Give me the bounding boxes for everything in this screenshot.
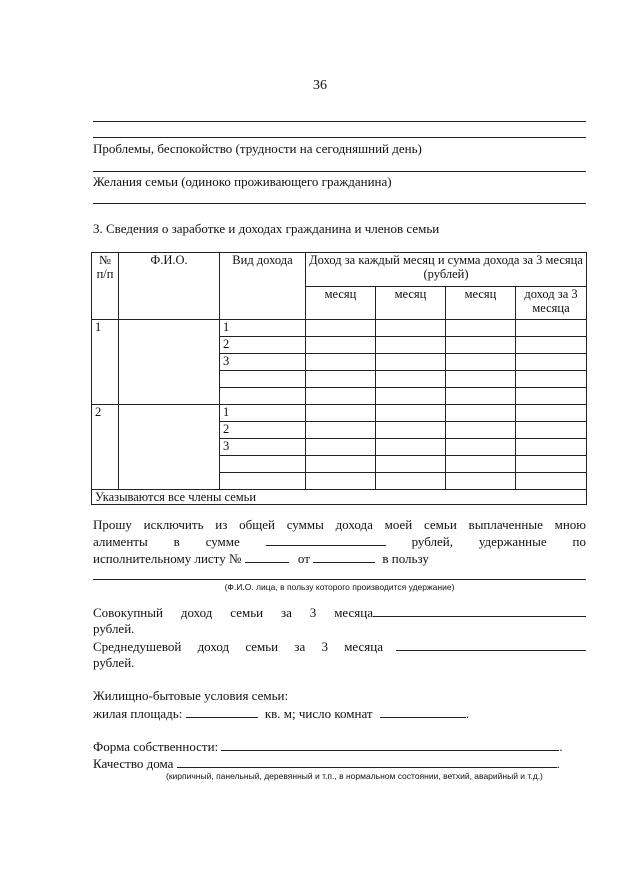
rooms-field[interactable] [380, 705, 466, 718]
avg-income-word: за [294, 639, 306, 654]
total-income-currency: рублей. [93, 621, 135, 636]
fio-cell[interactable] [119, 320, 220, 405]
header-income: Доход за каждый месяц и сумма дохода за 3 месяца (рублей) [306, 253, 587, 287]
month-cell[interactable] [446, 473, 516, 490]
table-footer: Указываются все члены семьи [92, 490, 587, 505]
writ-date-field[interactable] [313, 550, 375, 563]
avg-income-word: Среднедушевой [93, 639, 182, 654]
income-kind-cell: 3 [220, 354, 306, 371]
month-cell[interactable] [306, 354, 376, 371]
wishes-label: Желания семьи (одиноко проживающего гражданина) [93, 174, 392, 189]
alimony-amount-field[interactable] [266, 533, 386, 546]
rooms-label: кв. м; число комнат [264, 706, 373, 721]
living-area-label: жилая площадь: [93, 706, 183, 721]
total-cell[interactable] [516, 354, 587, 371]
month-cell[interactable] [376, 354, 446, 371]
total-cell[interactable] [516, 371, 587, 388]
page-number: 36 [313, 78, 327, 93]
month-cell[interactable] [376, 337, 446, 354]
table-row [92, 405, 587, 422]
month-cell[interactable] [446, 422, 516, 439]
total-income-word: доход [180, 605, 213, 620]
beneficiary-field[interactable] [93, 579, 586, 580]
header-fio: Ф.И.О. [119, 253, 220, 320]
avg-income-word: доход [197, 639, 230, 654]
month-cell[interactable] [306, 422, 376, 439]
month-cell[interactable] [446, 439, 516, 456]
quality-dot: . [556, 756, 560, 771]
row-num: 2 [92, 405, 119, 490]
header-month-3: месяц [446, 287, 516, 320]
income-kind-cell: 2 [220, 422, 306, 439]
answer-line [93, 121, 586, 122]
request-word: сумме [205, 534, 240, 549]
section-title: 3. Сведения о заработке и доходах гражданина и членов семьи [93, 221, 440, 236]
request-word: алименты [93, 534, 148, 549]
month-cell[interactable] [376, 388, 446, 405]
month-cell[interactable] [306, 320, 376, 337]
ownership-dot: . [559, 739, 563, 754]
total-income-word: за [281, 605, 292, 620]
beneficiary-label: в пользу [382, 551, 429, 566]
month-cell[interactable] [376, 371, 446, 388]
month-cell[interactable] [446, 320, 516, 337]
month-cell[interactable] [306, 371, 376, 388]
table-row [92, 320, 587, 337]
income-table [91, 252, 587, 505]
quality-field[interactable] [177, 755, 557, 768]
month-cell[interactable] [446, 354, 516, 371]
rooms-dot: . [465, 706, 470, 721]
avg-income-word: семьи [245, 639, 279, 654]
table-footer-row [92, 490, 587, 505]
row-num: 1 [92, 320, 119, 405]
writ-label: исполнительному листу № [93, 551, 242, 566]
month-cell[interactable] [446, 456, 516, 473]
income-kind-cell [220, 473, 306, 490]
header-total: доход за 3 месяца [516, 287, 587, 320]
month-cell[interactable] [376, 405, 446, 422]
income-kind-cell [220, 456, 306, 473]
writ-number-field[interactable] [245, 550, 289, 563]
total-cell[interactable] [516, 456, 587, 473]
problems-label: Проблемы, беспокойство (трудности на сегодняшний день) [93, 141, 422, 156]
avg-income-field[interactable] [396, 638, 586, 651]
month-cell[interactable] [306, 456, 376, 473]
month-cell[interactable] [376, 320, 446, 337]
total-cell[interactable] [516, 405, 587, 422]
header-num: № п/п [92, 253, 119, 320]
answer-line [93, 171, 586, 172]
month-cell[interactable] [446, 388, 516, 405]
month-cell[interactable] [446, 405, 516, 422]
total-cell[interactable] [516, 473, 587, 490]
total-cell[interactable] [516, 439, 587, 456]
month-cell[interactable] [376, 439, 446, 456]
header-income-kind: Вид дохода [220, 253, 306, 320]
total-cell[interactable] [516, 422, 587, 439]
fio-cell[interactable] [119, 405, 220, 490]
total-income-word: семьи [230, 605, 264, 620]
request-word: удержанные [478, 534, 547, 549]
total-income-field[interactable] [373, 604, 586, 617]
total-income-word: Совокупный [93, 605, 163, 620]
month-cell[interactable] [446, 337, 516, 354]
income-kind-cell: 1 [220, 320, 306, 337]
total-cell[interactable] [516, 337, 587, 354]
income-kind-cell [220, 388, 306, 405]
request-word: по [572, 534, 586, 549]
income-kind-cell: 2 [220, 337, 306, 354]
avg-income-currency: рублей. [93, 655, 135, 670]
avg-income-word: 3 [321, 639, 328, 654]
request-word: рублей, [411, 534, 453, 549]
month-cell[interactable] [306, 337, 376, 354]
quality-note: (кирпичный, панельный, деревянный и т.п., в нормальном состоянии, ветхий, аварийный и т.д.) [166, 771, 543, 781]
ownership-label: Форма собственности: [93, 739, 219, 754]
month-cell[interactable] [306, 405, 376, 422]
answer-line [93, 203, 586, 204]
month-cell[interactable] [376, 422, 446, 439]
living-area-field[interactable] [186, 705, 258, 718]
quality-label: Качество дома [93, 756, 174, 771]
total-income-word: 3 [309, 605, 317, 620]
avg-income-word: месяца [344, 639, 383, 654]
income-kind-cell: 1 [220, 405, 306, 422]
total-income-word: месяца [334, 605, 373, 620]
housing-title: Жилищно-бытовые условия семьи: [93, 688, 289, 703]
beneficiary-note: (Ф.И.О. лица, в пользу которого производится удержание) [224, 582, 455, 592]
month-cell[interactable] [306, 388, 376, 405]
header-month-2: месяц [376, 287, 446, 320]
request-line-1: Прошу исключить из общей суммы дохода моей семьи выплаченные мною [93, 517, 586, 532]
writ-date-label: от [297, 551, 310, 566]
income-kind-cell [220, 371, 306, 388]
answer-line [93, 137, 586, 138]
header-month-1: месяц [306, 287, 376, 320]
month-cell[interactable] [376, 473, 446, 490]
month-cell[interactable] [306, 439, 376, 456]
month-cell[interactable] [306, 473, 376, 490]
month-cell[interactable] [446, 371, 516, 388]
total-cell[interactable] [516, 320, 587, 337]
total-cell[interactable] [516, 388, 587, 405]
month-cell[interactable] [376, 456, 446, 473]
income-kind-cell: 3 [220, 439, 306, 456]
request-word: в [173, 534, 180, 549]
ownership-field[interactable] [221, 738, 559, 751]
